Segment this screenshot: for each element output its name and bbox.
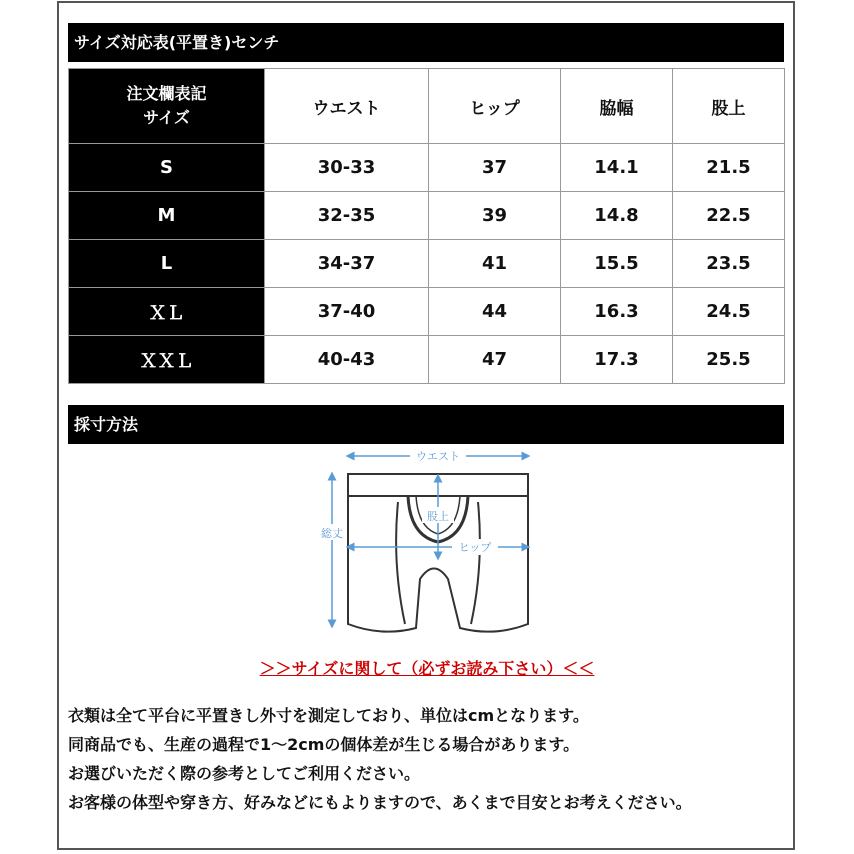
value-cell: 44 [429, 288, 561, 336]
value-cell: 14.8 [561, 192, 673, 240]
size-cell: L [69, 240, 265, 288]
table-row [69, 240, 785, 288]
note-line: 衣類は全て平台に平置きし外寸を測定しており、単位はcmとなります。 [68, 706, 589, 725]
value-cell: 17.3 [561, 336, 673, 384]
value-cell: 24.5 [673, 288, 785, 336]
column-header-hip: ヒップ [429, 69, 561, 144]
length-label: 総丈 [321, 527, 343, 540]
value-cell: 37-40 [265, 288, 429, 336]
column-header-width: 脇幅 [561, 69, 673, 144]
value-cell: 39 [429, 192, 561, 240]
note-line: お客様の体型や穿き方、好みなどにもよりますので、あくまで目安とお考えください。 [68, 793, 692, 812]
value-cell: 14.1 [561, 144, 673, 192]
notes [68, 701, 788, 817]
size-label-header [69, 69, 265, 144]
size-label-line1: 注文欄表記 [126, 84, 207, 103]
value-cell: 30-33 [265, 144, 429, 192]
value-cell: 37 [429, 144, 561, 192]
value-cell: 32-35 [265, 192, 429, 240]
boxer-briefs-diagram [310, 444, 550, 644]
table-row [69, 288, 785, 336]
value-cell: 23.5 [673, 240, 785, 288]
table-row [69, 192, 785, 240]
table-row [69, 144, 785, 192]
table-row [69, 336, 785, 384]
hip-label: ヒップ [458, 541, 492, 554]
size-table [68, 68, 785, 384]
measurement-title: 採寸方法 [68, 405, 784, 444]
size-label-line2: サイズ [143, 108, 190, 127]
size-info-link[interactable]: ＞＞サイズに関して（必ずお読み下さい）＜＜ [259, 659, 595, 678]
value-cell: 25.5 [673, 336, 785, 384]
value-cell: 21.5 [673, 144, 785, 192]
value-cell: 47 [429, 336, 561, 384]
size-cell: S [69, 144, 265, 192]
value-cell: 16.3 [561, 288, 673, 336]
note-line: 同商品でも、生産の過程で1～2cmの個体差が生じる場合があります。 [68, 735, 580, 754]
value-cell: 34-37 [265, 240, 429, 288]
column-header-waist: ウエスト [265, 69, 429, 144]
note-line: お選びいただく際の参考としてご利用ください。 [68, 764, 421, 783]
waist-label: ウエスト [416, 450, 460, 463]
value-cell: 41 [429, 240, 561, 288]
column-header-rise: 股上 [673, 69, 785, 144]
size-table-header [69, 69, 785, 144]
size-cell: M [69, 192, 265, 240]
value-cell: 40-43 [265, 336, 429, 384]
rise-label: 股上 [427, 510, 449, 523]
size-cell: ＸＸＬ [69, 336, 265, 384]
value-cell: 22.5 [673, 192, 785, 240]
size-cell: ＸＬ [69, 288, 265, 336]
size-chart-title: サイズ対応表(平置き)センチ [68, 23, 784, 62]
value-cell: 15.5 [561, 240, 673, 288]
